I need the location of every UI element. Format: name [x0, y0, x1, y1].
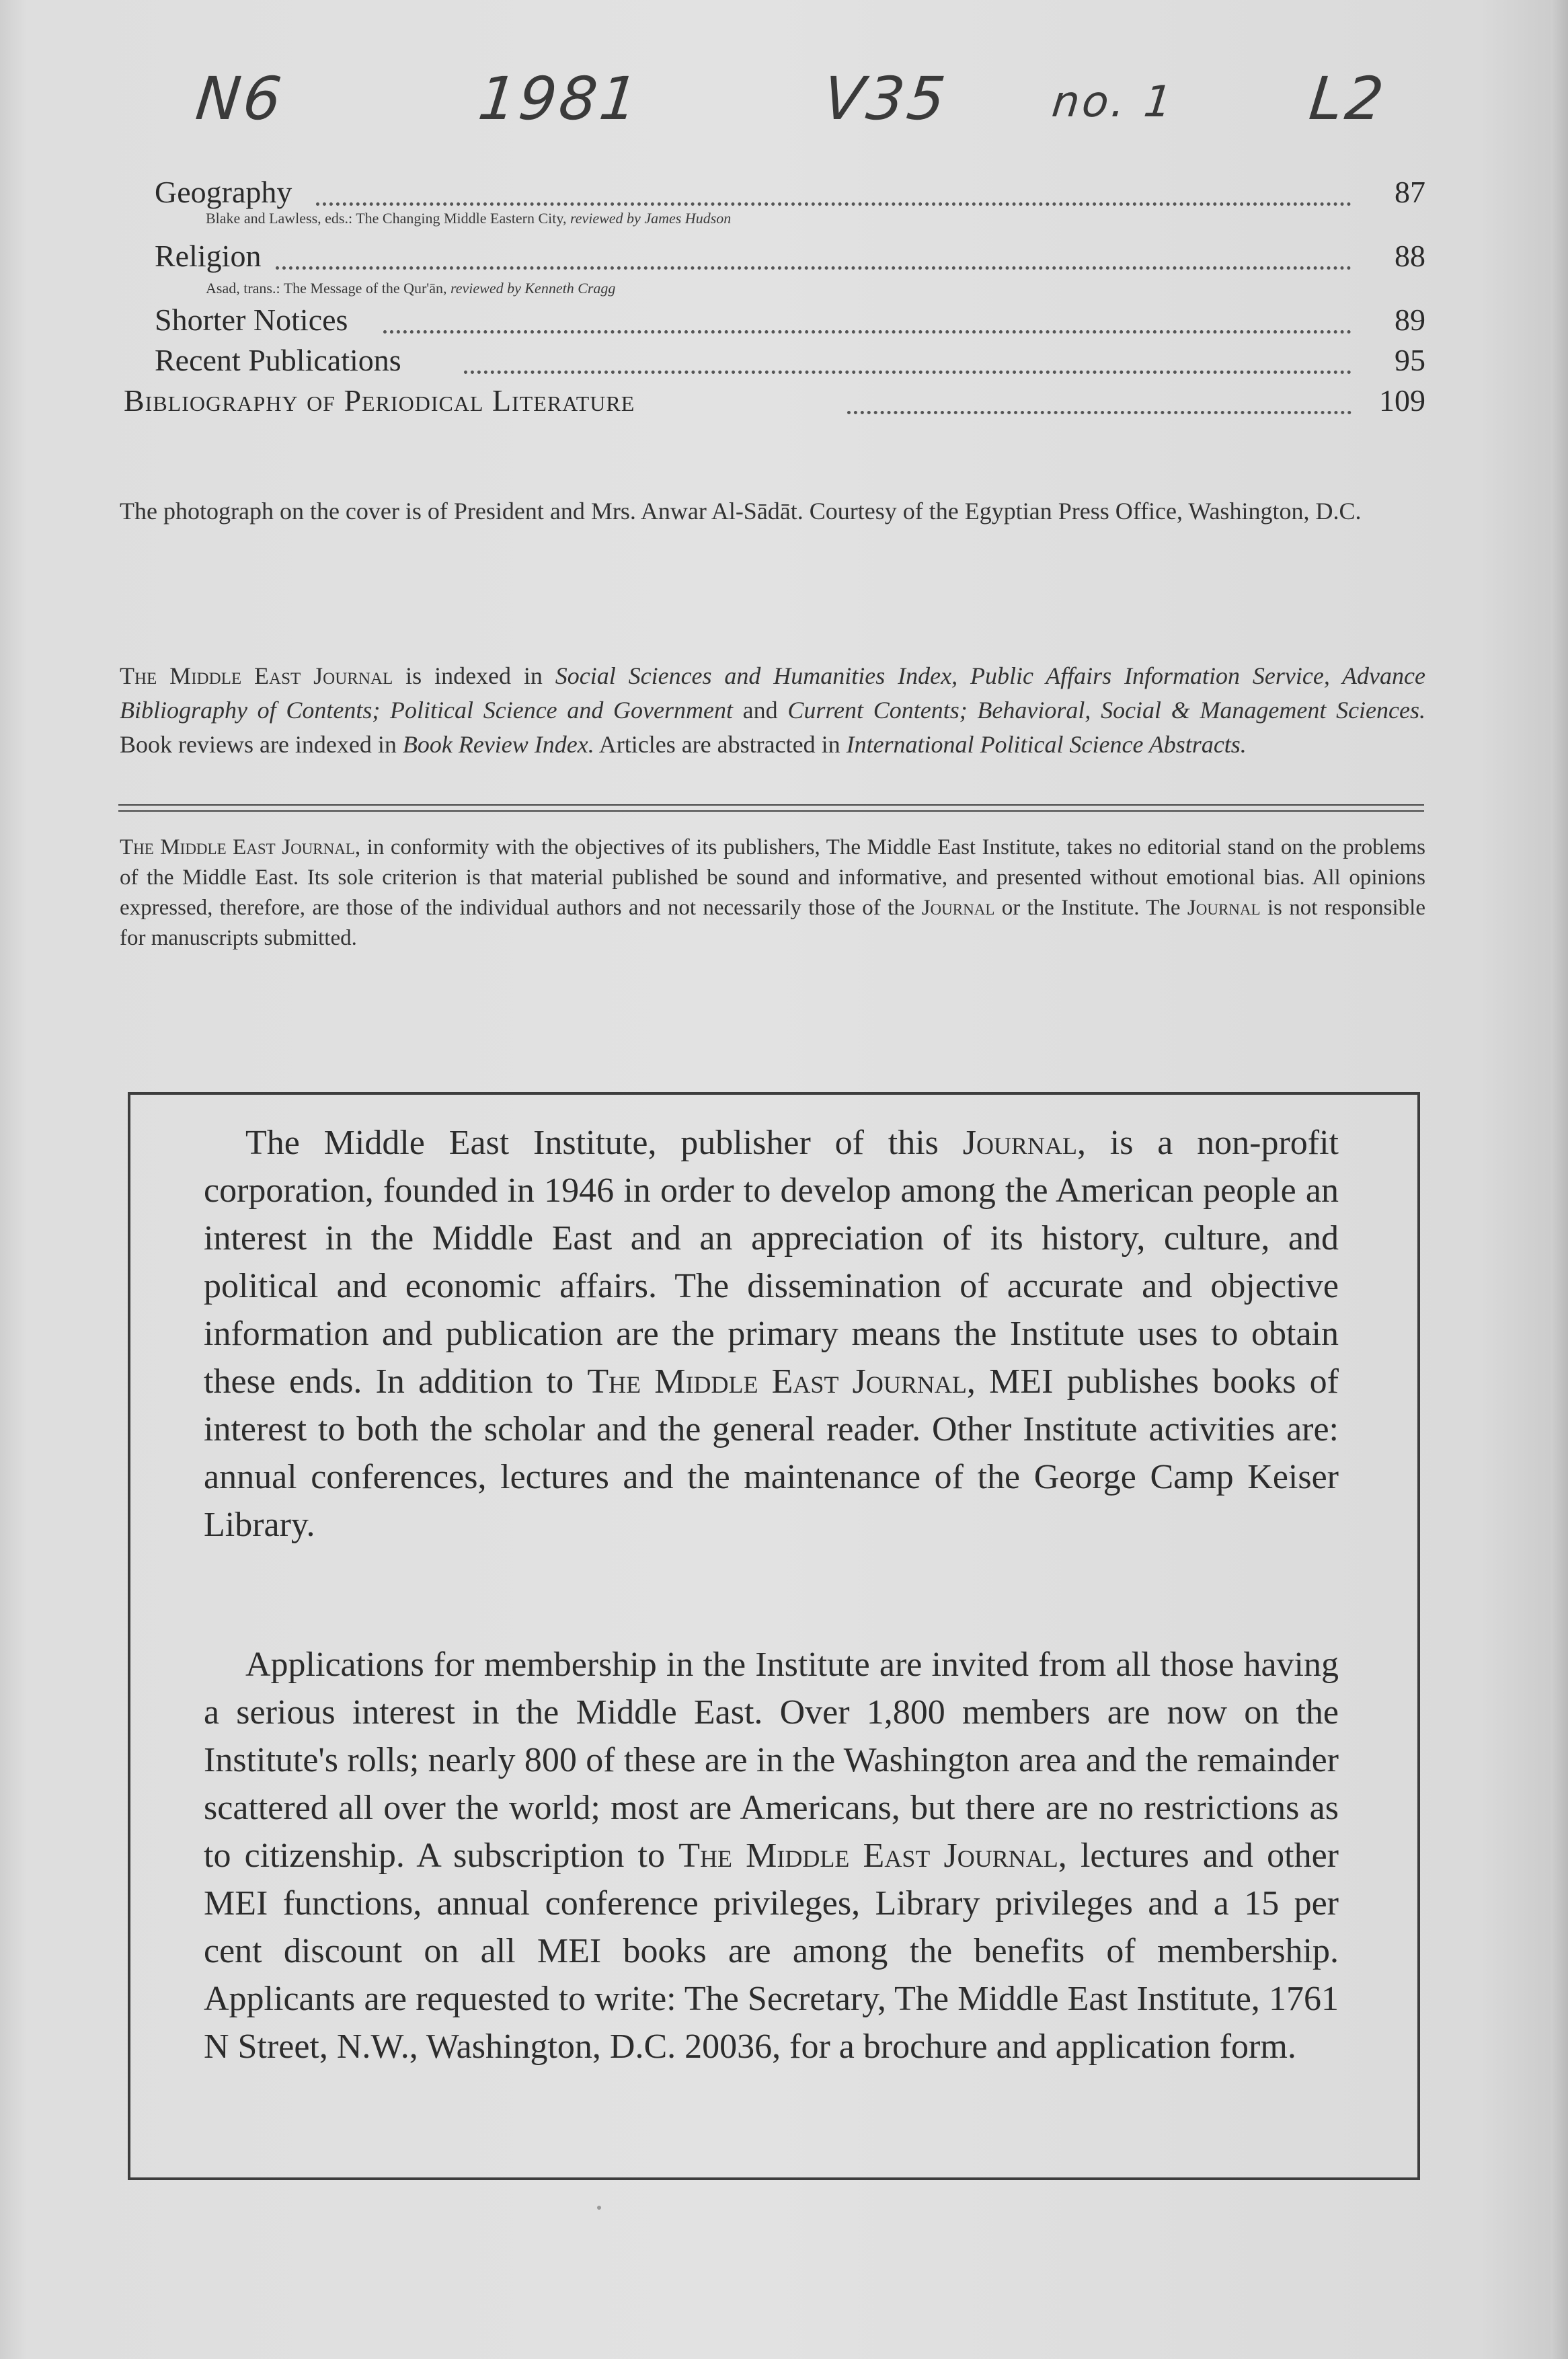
journal-word: Journal [962, 1124, 1077, 1162]
toc-label: Religion [155, 239, 262, 273]
dot-leader [383, 330, 1351, 334]
box-text: , is a non-profit corporation, founded in 1946 in order to develop among the American people an interest in the Middle East and an appreciation of its history, culture, and political and economic affairs. The dissemination of accurate and objective information and publication are the primary means the Institute uses to obtain these ends. In addition to [204, 1124, 1339, 1401]
review-authors: Blake and Lawless, eds.: [206, 210, 356, 227]
toc-label: Recent Publications [155, 343, 401, 377]
handwritten-note-1: N6 [192, 64, 288, 133]
divider-rule [118, 810, 1424, 812]
box-text: The Middle East Institute, publisher of this [245, 1124, 963, 1162]
institute-description [204, 1119, 1339, 1549]
dot-leader [847, 411, 1351, 414]
handwritten-note-5: L2 [1306, 64, 1390, 133]
toc-label: Geography [155, 175, 292, 209]
toc-entry-geography [121, 175, 1425, 215]
toc-page-number: 109 [1379, 383, 1425, 418]
indexing-note [120, 659, 1425, 762]
dot-leader [276, 266, 1351, 270]
policy-text: , in conformity with the objectives of its publishers, The Middle East Institute, takes no editorial stand on the problems of the Middle East. Its sole criterion is that material published be sound and informative, and presented without emotional bias. All opinions expressed, therefore, are those of the individual authors and not necessarily those of the [120, 835, 1425, 920]
toc-entry-religion [121, 239, 1425, 279]
handwritten-note-3: V35 [820, 64, 951, 133]
box-text: , lectures and other MEI functions, annual conference privileges, Library privileges and a 15 per cent discount on all MEI books are among the benefits of membership. Applicants are requested to write: The Secretary, The Middle East Institute, 1761 N Street, N.W., Washington, D.C. 20036, for a brochure and application form. [204, 1836, 1339, 2066]
toc-review-geography [206, 210, 731, 227]
cover-photo-note: The photograph on the cover is of President and Mrs. Anwar Al-Sādāt. Courtesy of the Egyptian Press Office, Washington, D.C. [120, 498, 1362, 525]
toc-entry-recent-publications [121, 343, 1425, 383]
index-text: and [732, 697, 788, 724]
paper-speck [597, 2206, 601, 2210]
review-reviewer: reviewed by Kenneth Cragg [450, 280, 616, 297]
review-reviewer: reviewed by James Hudson [570, 210, 732, 227]
handwritten-note-4: no. 1 [1050, 77, 1177, 127]
journal-name: The Middle East Journal [587, 1362, 967, 1401]
membership-application [204, 1641, 1339, 2071]
editorial-policy-note [120, 833, 1425, 954]
divider-rule [118, 804, 1424, 806]
index-list: Book Review Index. [402, 731, 594, 758]
journal-word: Journal [921, 896, 995, 920]
index-list: Social Sciences and Humanities Index, Public Affairs Information Service, Advance Bibliography of Contents; Political Science and Government [120, 662, 1425, 724]
toc-entry-shorter-notices [121, 303, 1425, 343]
review-book-title: The Changing Middle Eastern City, [356, 210, 570, 227]
review-authors: Asad, trans.: [206, 280, 284, 297]
toc-label: Shorter Notices [155, 303, 348, 337]
toc-review-religion [206, 280, 615, 297]
policy-text: or the Institute. The [994, 896, 1187, 920]
index-text: Book reviews are indexed in [120, 731, 403, 758]
toc-entry-bibliography [121, 383, 1425, 424]
policy-text: is not responsible for manuscripts submitted. [120, 896, 1425, 950]
handwritten-note-2: 1981 [475, 64, 644, 133]
index-list: International Political Science Abstracts. [846, 731, 1247, 758]
index-text: is indexed in [393, 662, 555, 689]
dot-leader [316, 202, 1351, 206]
journal-name: The Middle East Journal [678, 1836, 1058, 1875]
page-edge-shadow [1551, 0, 1568, 2359]
toc-label: Bibliography of Periodical Literature [124, 383, 635, 418]
journal-name: The Middle East Journal [120, 835, 355, 859]
box-text: Applications for membership in the Institute are invited from all those having a serious interest in the Middle East. Over 1,800 members are now on the Institute's rolls; nearly 800 of these are in the Washington area and the remainder scattered all over the world; most are Americans, but there are no restrictions as to citizenship. A subscription to [204, 1646, 1339, 1875]
review-book-title: The Message of the Qur'ān, [283, 280, 451, 297]
box-text: , MEI publishes books of interest to both the scholar and the general reader. Other Institute activities are: annual conferences, lectures and the maintenance of the George Camp Keiser Library. [204, 1362, 1339, 1544]
toc-page-number: 87 [1395, 175, 1425, 209]
dot-leader [464, 371, 1351, 374]
index-text: Articles are abstracted in [594, 731, 847, 758]
index-list: Current Contents; Behavioral, Social & Management Sciences. [787, 697, 1426, 724]
toc-page-number: 89 [1395, 303, 1425, 337]
journal-name: The Middle East Journal [120, 662, 393, 689]
toc-page-number: 95 [1395, 343, 1425, 377]
toc-page-number: 88 [1395, 239, 1425, 273]
journal-word: Journal [1187, 896, 1261, 920]
